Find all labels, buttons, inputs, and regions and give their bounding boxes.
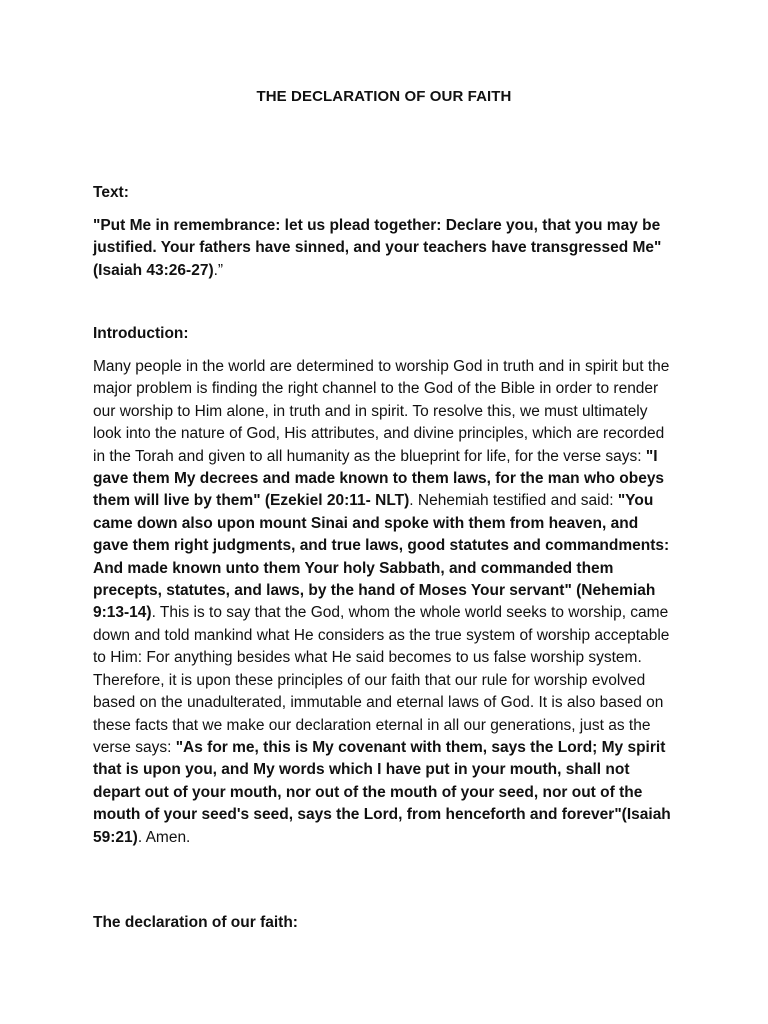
text-heading: Text: [93,184,129,201]
intro-quote-nehemiah: "You came down also upon mount Sinai and spoke with them from heaven, and gave them right judgments, and true laws, good statutes and commandments: And made known unto them Your holy Sabbath, and commanded them precepts, statutes, and laws, by the hand of Moses Your servant" (Nehemiah 9:13-14) [93,492,670,622]
introduction-heading: Introduction: [93,325,189,342]
text-quote: "Put Me in remembrance: let us plead together: Declare you, that you may be justified. Your fathers have sinned, and your teachers have transgressed Me" (Isaiah 43:26-27) [93,217,662,279]
text-quote-paragraph [93,215,675,282]
intro-text-3: . This is to say that the God, whom the whole world seeks to worship, came down and told mankind what He considers as the true system of worship acceptable to Him: For anything besides what He said becomes to us false worship system. Therefore, it is upon these principles of our faith that our rule for worship evolved based on the unadulterated, immutable and eternal laws of God. It is also based on these facts that we make our declaration eternal in all our generations, just as the verse says: [93,604,670,756]
intro-text-2: . Nehemiah testified and said: [409,492,618,510]
introduction-paragraph [93,356,675,849]
intro-quote-isaiah: "As for me, this is My covenant with them, says the Lord; My spirit that is upon you, and My words which I have put in your mouth, shall not depart out of your mouth, nor out of the mouth of your seed, nor out of the mouth of your seed's seed, says the Lord, from henceforth and forever"(Isaiah 59:21) [93,738,671,846]
declaration-heading: The declaration of our faith: [93,914,298,931]
document-title: THE DECLARATION OF OUR FAITH [256,88,512,105]
intro-text-4: . Amen. [137,828,191,846]
text-quote-tail: .” [213,261,224,279]
intro-quote-ezekiel: "I gave them My decrees and made known to them laws, for the man who obeys them will live by them" (Ezekiel 20:11- NLT) [93,447,665,510]
intro-text-1: Many people in the world are determined to worship God in truth and in spirit but the major problem is finding the right channel to the God of the Bible in order to render our worship to Him alone, in truth and in spirit. To resolve this, we must ultimately look into the nature of God, His attributes, and divine principles, which are recorded in the Torah and given to all humanity as the blueprint for life, for the verse says: [93,358,670,465]
